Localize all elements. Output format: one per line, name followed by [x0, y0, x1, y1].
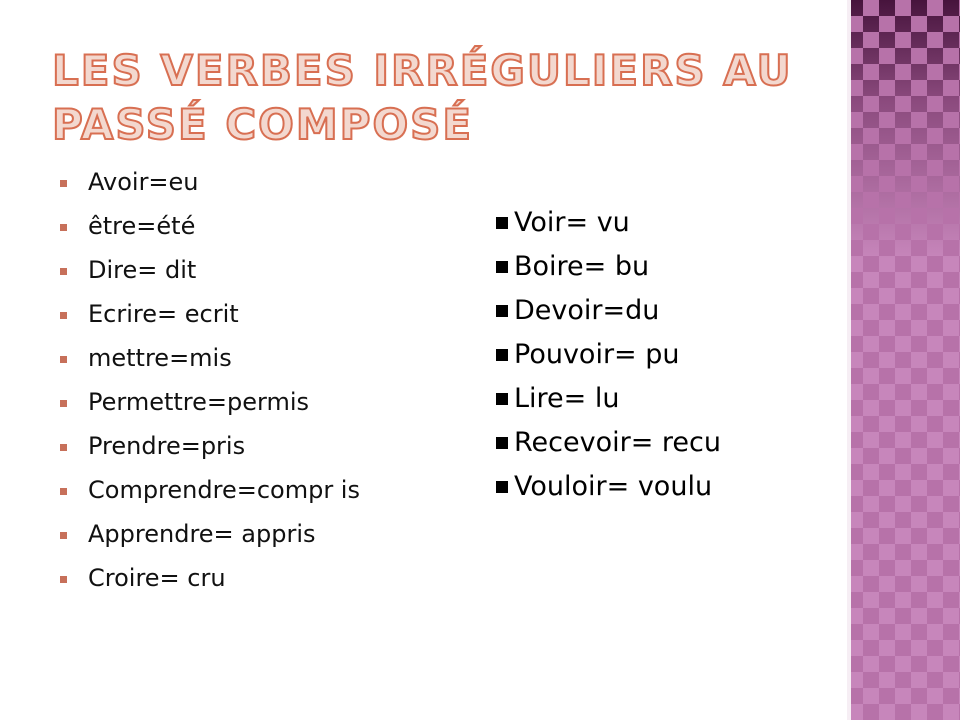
square-bullet-icon	[60, 532, 67, 539]
list-item	[60, 522, 410, 547]
list-item	[60, 170, 410, 195]
list-item-text: Avoir=eu	[88, 168, 199, 196]
list-item-text: mettre=mis	[88, 344, 232, 372]
square-bullet-icon	[60, 400, 67, 407]
list-item-text: Ecrire= ecrit	[88, 300, 239, 328]
list-item-text: Dire= dit	[88, 256, 197, 284]
list-item-text: Pouvoir= pu	[514, 339, 680, 370]
list-item	[60, 434, 410, 459]
list-item	[496, 421, 836, 465]
filled-square-bullet-icon	[496, 481, 508, 493]
filled-square-bullet-icon	[496, 349, 508, 361]
square-bullet-icon	[60, 180, 67, 187]
list-item	[60, 214, 410, 239]
list-item	[496, 245, 836, 289]
list-item-text: Voir= vu	[514, 207, 630, 238]
filled-square-bullet-icon	[496, 393, 508, 405]
list-item-text: Croire= cru	[88, 564, 226, 592]
list-item-text: Devoir=du	[514, 295, 660, 326]
decorative-side-panel	[847, 0, 960, 720]
list-item	[60, 390, 410, 415]
list-item-text: Prendre=pris	[88, 432, 246, 460]
filled-square-bullet-icon	[496, 437, 508, 449]
square-bullet-icon	[60, 312, 67, 319]
list-item	[60, 302, 410, 327]
list-item-text: Permettre=permis	[88, 388, 310, 416]
list-item	[60, 258, 410, 283]
square-bullet-icon	[60, 224, 67, 231]
list-item	[496, 465, 836, 509]
list-item	[60, 478, 388, 503]
right-verb-list	[496, 201, 836, 509]
square-bullet-icon	[60, 576, 67, 583]
left-verb-list	[60, 170, 410, 610]
list-item-text: Comprendre=compr is	[88, 476, 360, 504]
square-bullet-icon	[60, 356, 67, 363]
filled-square-bullet-icon	[496, 261, 508, 273]
list-item-text: Lire= lu	[514, 383, 620, 414]
side-panel-border	[847, 0, 851, 720]
list-item	[496, 201, 836, 245]
list-item	[496, 333, 836, 377]
list-item	[60, 346, 410, 371]
list-item	[496, 377, 836, 421]
square-bullet-icon	[60, 268, 67, 275]
square-bullet-icon	[60, 488, 67, 495]
list-item-text: Vouloir= voulu	[514, 471, 713, 502]
filled-square-bullet-icon	[496, 305, 508, 317]
list-item-text: Recevoir= recu	[514, 427, 721, 458]
list-item-text: Boire= bu	[514, 251, 650, 282]
list-item	[496, 289, 836, 333]
slide-title: LES VERBES IRRÉGULIERS AU PASSÉ COMPOSÉ	[52, 46, 793, 149]
list-item-text: être=été	[88, 212, 196, 240]
filled-square-bullet-icon	[496, 217, 508, 229]
square-bullet-icon	[60, 444, 67, 451]
list-item	[60, 566, 410, 591]
list-item-text: Apprendre= appris	[88, 520, 316, 548]
